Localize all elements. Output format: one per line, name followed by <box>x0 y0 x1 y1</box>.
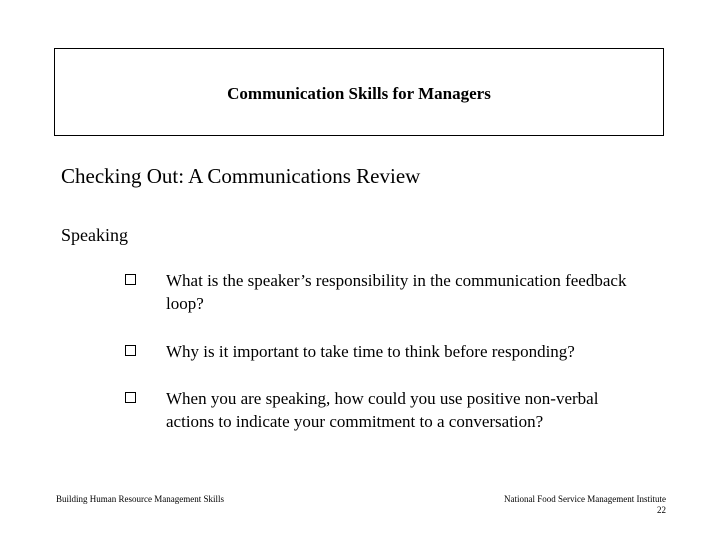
question-text: What is the speaker’s responsibility in the communication feedback loop? <box>166 271 627 313</box>
question-text: Why is it important to take time to think before responding? <box>166 342 575 361</box>
footer-organization: National Food Service Management Institute <box>504 494 666 504</box>
page-number: 22 <box>657 505 666 515</box>
footer-right <box>504 494 666 516</box>
checkbox-bullet-icon <box>125 274 136 285</box>
list-item <box>125 269 665 315</box>
header-title: Communication Skills for Managers <box>227 84 491 103</box>
question-text: When you are speaking, how could you use positive non-verbal actions to indicate your commitment to a conversation? <box>166 389 599 431</box>
footer-left: Building Human Resource Management Skills <box>56 494 224 504</box>
section-label: Speaking <box>61 225 128 245</box>
list-item <box>125 340 665 363</box>
checkbox-bullet-icon <box>125 392 136 403</box>
header-box <box>54 48 664 136</box>
page-title: Checking Out: A Communications Review <box>61 164 421 188</box>
list-item <box>125 387 665 433</box>
checkbox-bullet-icon <box>125 345 136 356</box>
